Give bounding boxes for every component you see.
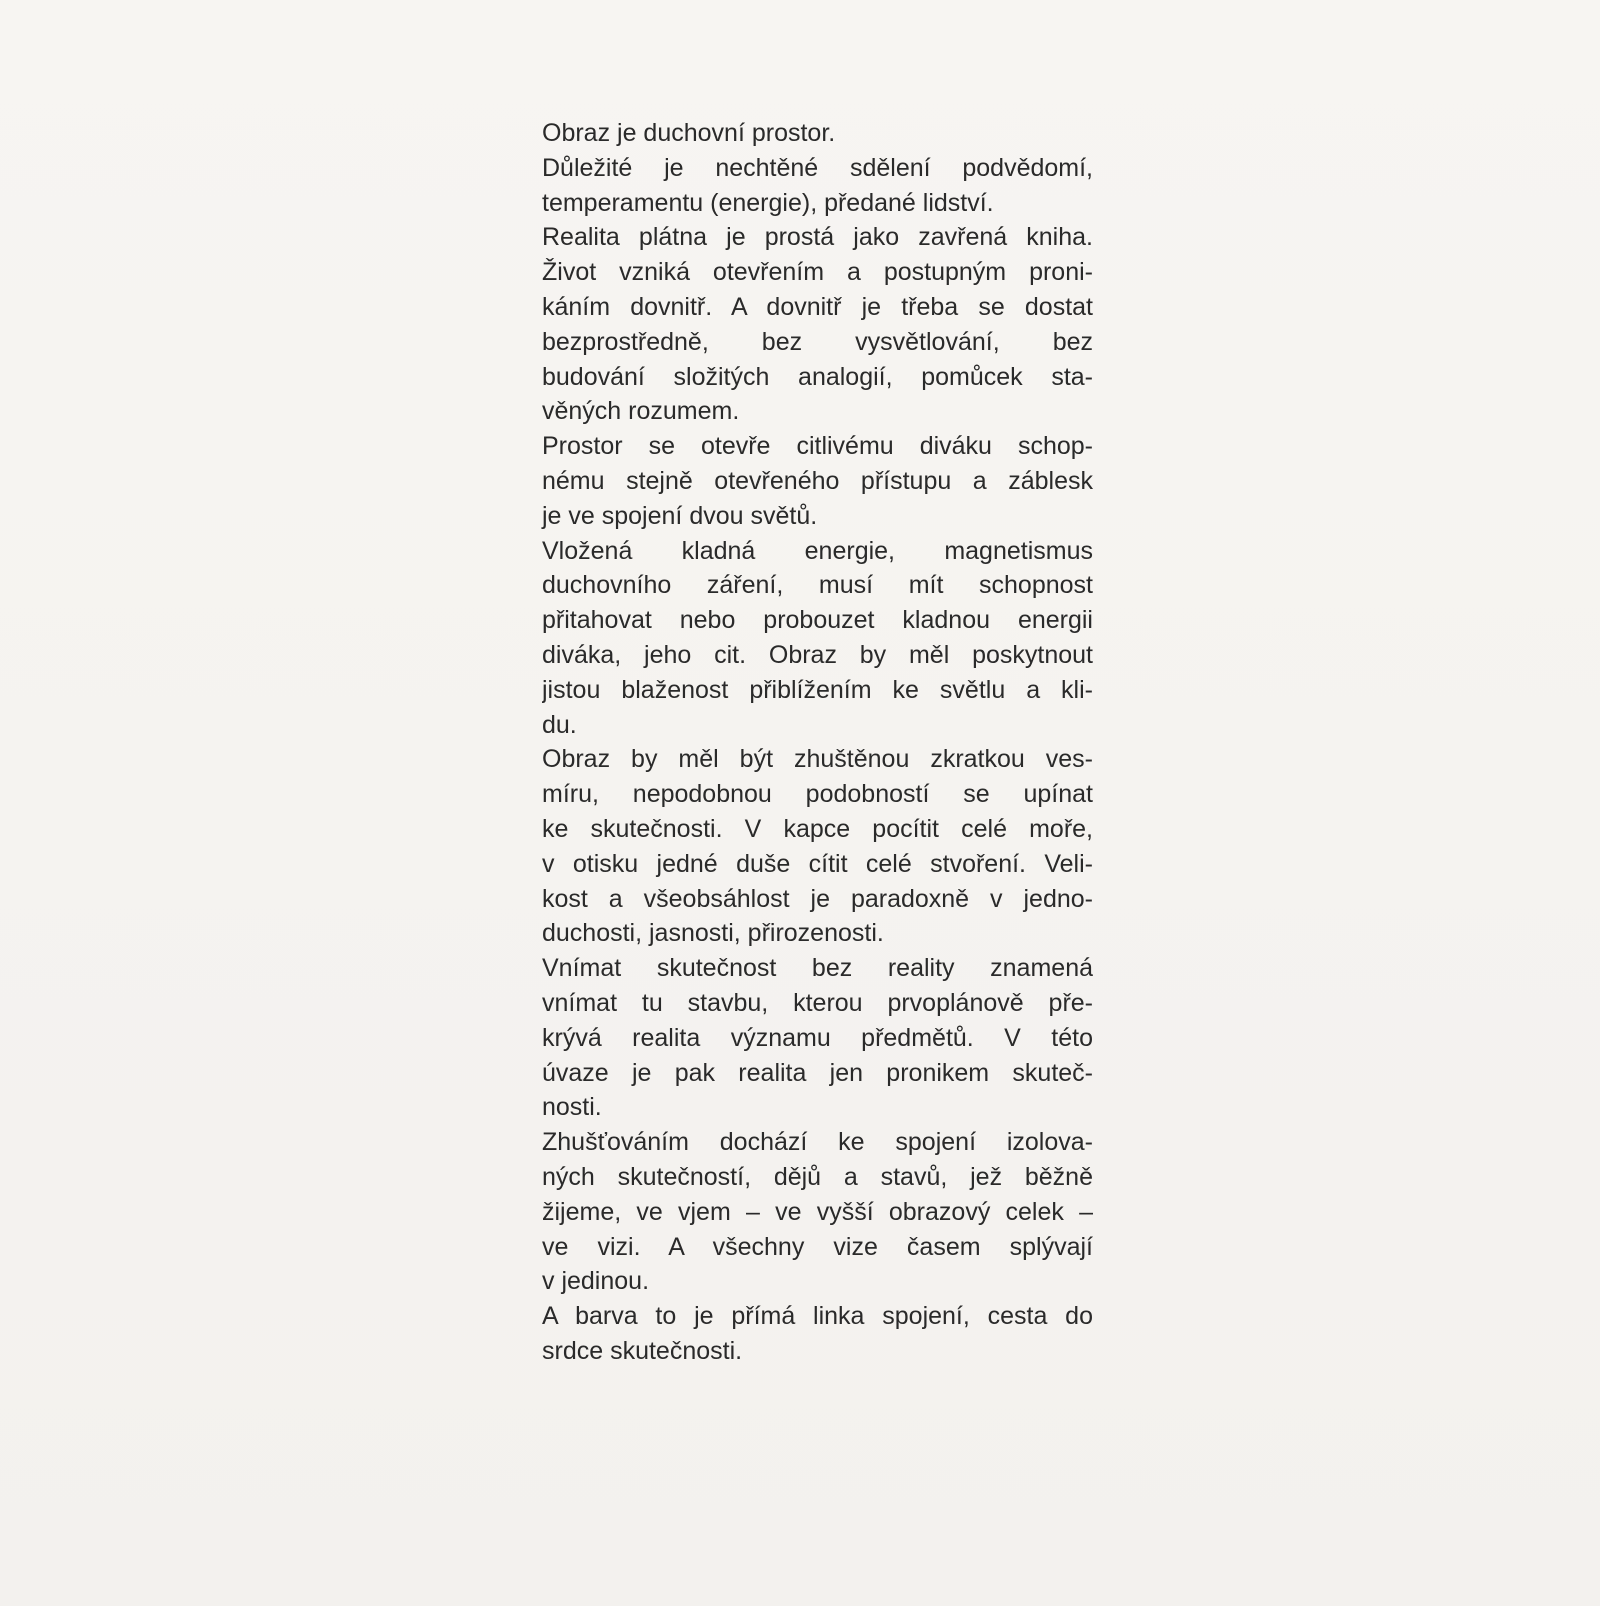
text-line: A barva to je přímá linka spojení, cesta do — [542, 1302, 1093, 1331]
text-line: míru, nepodobnou podobností se upínat — [542, 780, 1093, 809]
text-line: srdce skutečnosti. — [542, 1336, 743, 1365]
text-line: nému stejně otevřeného přístupu a záblesk — [542, 466, 1093, 495]
text-line: duchovního záření, musí mít schopnost — [542, 571, 1093, 600]
text-line: budování složitých analogií, pomůcek sta- — [542, 362, 1093, 391]
text-line: úvaze je pak realita jen pronikem skuteč- — [542, 1058, 1093, 1087]
text-line: kost a všeobsáhlost je paradoxně v jedno- — [542, 884, 1093, 913]
text-line: temperamentu (energie), předané lidství. — [542, 188, 994, 217]
text-line: duchosti, jasnosti, přirozenosti. — [542, 919, 884, 948]
body-text — [542, 116, 1093, 1369]
text-line: jistou blaženost přiblížením ke světlu a kli- — [542, 675, 1093, 704]
text-line: Obraz by měl být zhuštěnou zkratkou ves- — [542, 745, 1093, 774]
text-line: Prostor se otevře citlivému diváku schop- — [542, 432, 1093, 461]
text-line: káním dovnitř. A dovnitř je třeba se dostat — [542, 292, 1093, 321]
text-line: je ve spojení dvou světů. — [542, 501, 818, 530]
text-line: du. — [542, 710, 577, 739]
text-line: ve vizi. A všechny vize časem splývají — [542, 1232, 1093, 1261]
text-line: nosti. — [542, 1093, 602, 1122]
text-line: vnímat tu stavbu, kterou prvoplánově pře- — [542, 988, 1093, 1017]
text-line: přitahovat nebo probouzet kladnou energii — [542, 606, 1093, 635]
text-line: krývá realita významu předmětů. V této — [542, 1023, 1093, 1052]
text-line: věných rozumem. — [542, 397, 740, 426]
text-line: Obraz je duchovní prostor. — [542, 119, 836, 147]
text-line: ke skutečnosti. V kapce pocítit celé moře, — [542, 814, 1093, 843]
text-line: Zhušťováním dochází ke spojení izolova- — [542, 1128, 1093, 1157]
text-line: Realita plátna je prostá jako zavřená kniha. — [542, 223, 1093, 252]
text-line: Vnímat skutečnost bez reality znamená — [542, 954, 1093, 983]
text-line: ných skutečností, dějů a stavů, jež běžně — [542, 1162, 1093, 1191]
text-line: Důležité je nechtěné sdělení podvědomí, — [542, 153, 1093, 182]
text-line: Vložená kladná energie, magnetismus — [542, 536, 1093, 565]
text-line: žijeme, ve vjem – ve vyšší obrazový celek – — [542, 1197, 1093, 1226]
text-line: v otisku jedné duše cítit celé stvoření. Veli- — [542, 849, 1093, 878]
text-line: Život vzniká otevřením a postupným proni- — [542, 258, 1093, 287]
text-line: bezprostředně, bez vysvětlování, bez — [542, 327, 1093, 356]
text-line: v jedinou. — [542, 1267, 650, 1296]
text-line: diváka, jeho cit. Obraz by měl poskytnout — [542, 640, 1093, 669]
